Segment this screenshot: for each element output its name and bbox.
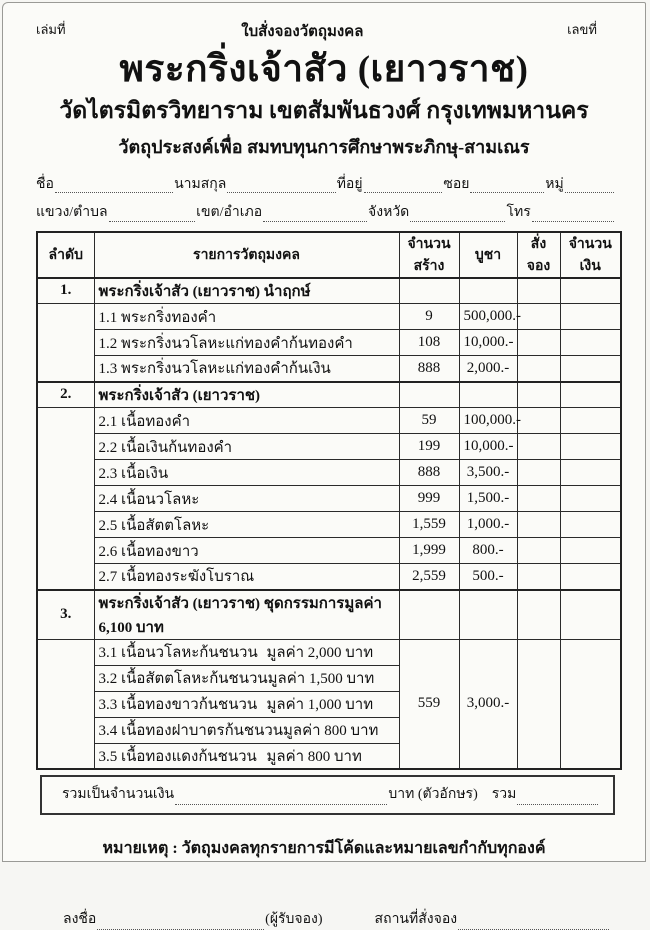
item-value: มูลค่า 800 บาท — [266, 748, 362, 765]
field-l1-label-1: นามสกุล — [174, 176, 227, 192]
table-row — [37, 460, 621, 486]
order-form-page — [2, 2, 646, 928]
field-l1-label-4: หมู่ — [545, 176, 564, 192]
table-row — [37, 304, 621, 330]
item-name: 3.4 เนื้อทองฝาบาตรก้นชนวน — [98, 723, 284, 740]
table-row — [37, 408, 621, 434]
section-number-span — [37, 408, 94, 590]
price-cell — [459, 590, 517, 640]
order-cell — [517, 382, 560, 408]
section-number: 1. — [37, 278, 94, 304]
price-cell: 3,000.- — [459, 639, 517, 769]
amount-cell — [560, 538, 621, 564]
price-cell: 100,000.- — [459, 408, 517, 434]
section-header-row — [37, 278, 621, 304]
field-l1-blank-1 — [227, 178, 335, 193]
note-line: หมายเหตุ : วัตถุมงคลทุกรายการมีโค้ดและหมายเลขกำกับทุกองค์ — [102, 840, 546, 858]
item-value: มูลค่า 2,000 บาท — [266, 645, 374, 662]
purpose-line: วัตถุประสงค์เพื่อ สมทบทุนการศึกษาพระภิกษุ-สามเณร — [118, 136, 530, 157]
item-name-cell: 2.6 เนื้อทองขาว — [94, 538, 399, 564]
field-l1-label-2: ที่อยู่ — [336, 176, 363, 192]
qty-cell — [399, 382, 459, 408]
amount-cell — [560, 408, 621, 434]
order-cell — [517, 434, 560, 460]
field-l2-label-3: โทร — [506, 205, 531, 221]
order-cell — [517, 278, 560, 304]
item-name-cell: 1.2 พระกริ่งนวโลหะแก่ทองคำก้นทองคำ — [94, 330, 399, 356]
doc-no-label: เลขที่ — [567, 22, 597, 37]
signature-blank — [97, 915, 264, 930]
qty-cell — [399, 590, 459, 640]
item-name-cell: 2.3 เนื้อเงิน — [94, 460, 399, 486]
price-cell: 2,000.- — [459, 356, 517, 382]
amount-cell — [560, 460, 621, 486]
price-cell: 800.- — [459, 538, 517, 564]
section-number-span — [37, 304, 94, 382]
item-name-cell: 2.5 เนื้อสัตตโลหะ — [94, 512, 399, 538]
amount-cell — [560, 434, 621, 460]
price-cell: 10,000.- — [459, 330, 517, 356]
amount-cell — [560, 356, 621, 382]
field-l1-blank-2 — [364, 178, 443, 193]
item-name: 3.2 เนื้อสัตตโลหะก้นชนวน — [98, 671, 268, 688]
qty-cell: 888 — [399, 460, 459, 486]
table-row — [37, 486, 621, 512]
price-cell: 1,500.- — [459, 486, 517, 512]
form-type-title: ใบสั่งจองวัตถุมงคล — [241, 24, 364, 40]
amount-cell — [560, 382, 621, 408]
col-header-1: รายการวัตถุมงคล — [94, 232, 399, 278]
qty-cell — [399, 278, 459, 304]
table-row — [37, 356, 621, 382]
col-header-4: สั่งจอง — [517, 232, 560, 278]
item-value: มูลค่า 1,500 บาท — [267, 671, 375, 688]
section-number-span — [37, 639, 94, 769]
temple-subtitle: วัดไตรมิตรวิทยาราม เขตสัมพันธวงศ์ กรุงเทพมหานคร — [59, 97, 589, 123]
qty-cell: 9 — [399, 304, 459, 330]
amount-cell — [560, 564, 621, 590]
order-cell — [517, 356, 560, 382]
field-l2-blank-2 — [410, 207, 505, 222]
price-cell: 10,000.- — [459, 434, 517, 460]
item-value: มูลค่า 1,000 บาท — [266, 697, 374, 714]
order-place-blank — [458, 915, 609, 930]
section-number: 3. — [37, 590, 94, 640]
qty-cell: 1,559 — [399, 512, 459, 538]
form-fields-line1 — [36, 176, 615, 194]
qty-cell: 1,999 — [399, 538, 459, 564]
section-title: พระกริ่งเจ้าสัว (เยาวราช) ชุดกรรมการมูลค่า 6,100 บาท — [94, 590, 399, 640]
amount-cell — [560, 278, 621, 304]
order-place-label: สถานที่สั่งจอง — [374, 912, 458, 928]
total-label: รวมเป็นจำนวนเงิน — [62, 787, 175, 803]
order-table — [36, 231, 622, 771]
item-name: 3.5 เนื้อทองแดงก้นชนวน — [98, 748, 257, 765]
sum-label: รวม — [491, 787, 517, 803]
order-cell — [517, 538, 560, 564]
field-l2-blank-1 — [263, 207, 367, 222]
item-name-cell: 2.2 เนื้อเงินก้นทองคำ — [94, 434, 399, 460]
table-row — [37, 538, 621, 564]
sign-label: ลงชื่อ — [63, 912, 97, 928]
field-l2-blank-3 — [532, 207, 614, 222]
col-header-0: ลำดับ — [37, 232, 94, 278]
order-cell — [517, 460, 560, 486]
table-row — [37, 434, 621, 460]
amount-cell — [560, 304, 621, 330]
amount-cell — [560, 590, 621, 640]
item-value: มูลค่า 800 บาท — [283, 723, 379, 740]
total-unit-label: บาท (ตัวอักษร) — [388, 787, 478, 803]
table-row — [37, 512, 621, 538]
field-l1-label-3: ซอย — [443, 176, 470, 192]
price-cell: 500.- — [459, 564, 517, 590]
qty-cell: 108 — [399, 330, 459, 356]
qty-cell: 59 — [399, 408, 459, 434]
price-cell: 1,000.- — [459, 512, 517, 538]
field-l1-blank-3 — [470, 178, 544, 193]
col-header-2: จำนวนสร้าง — [399, 232, 459, 278]
item-name: 3.3 เนื้อทองขาวก้นชนวน — [98, 697, 258, 714]
field-l2-label-1: เขต/อำเภอ — [196, 205, 263, 221]
amount-cell — [560, 330, 621, 356]
order-table-body — [37, 278, 621, 770]
item-name-cell: 2.1 เนื้อทองคำ — [94, 408, 399, 434]
page-title: พระกริ่งเจ้าสัว (เยาวราช) — [119, 49, 529, 90]
order-cell — [517, 330, 560, 356]
table-row — [37, 639, 621, 665]
section-title: พระกริ่งเจ้าสัว (เยาวราช) นำฤกษ์ — [94, 278, 399, 304]
item-name-cell: 2.7 เนื้อทองระฆังโบราณ — [94, 564, 399, 590]
section-title: พระกริ่งเจ้าสัว (เยาวราช) — [94, 382, 399, 408]
table-row — [37, 564, 621, 590]
col-header-5: จำนวนเงิน — [560, 232, 621, 278]
price-cell — [459, 278, 517, 304]
table-row — [37, 330, 621, 356]
amount-cell — [560, 639, 621, 769]
section-header-row — [37, 590, 621, 640]
qty-cell: 559 — [399, 639, 459, 769]
order-cell — [517, 564, 560, 590]
order-cell — [517, 639, 560, 769]
form-fields-line2 — [36, 204, 615, 222]
signature-line — [63, 908, 610, 930]
total-amount-box — [40, 775, 615, 815]
table-header-row — [37, 232, 621, 278]
item-name-cell — [94, 743, 399, 769]
field-l1-label-0: ชื่อ — [36, 176, 54, 192]
item-name: 3.1 เนื้อนวโลหะก้นชนวน — [98, 645, 258, 662]
order-cell — [517, 408, 560, 434]
item-name-cell: 2.4 เนื้อนวโลหะ — [94, 486, 399, 512]
item-name-cell: 1.3 พระกริ่งนวโลหะแก่ทองคำก้นเงิน — [94, 356, 399, 382]
field-l2-label-2: จังหวัด — [368, 205, 410, 221]
qty-cell: 999 — [399, 486, 459, 512]
field-l1-blank-0 — [55, 178, 173, 193]
section-header-row — [37, 382, 621, 408]
price-cell: 3,500.- — [459, 460, 517, 486]
order-cell — [517, 304, 560, 330]
top-row — [36, 19, 597, 43]
amount-cell — [560, 512, 621, 538]
qty-cell: 2,559 — [399, 564, 459, 590]
sum-blank — [517, 791, 598, 805]
item-name-cell: 1.1 พระกริ่งทองคำ — [94, 304, 399, 330]
field-l2-blank-0 — [109, 207, 196, 222]
order-cell — [517, 512, 560, 538]
total-amount-blank — [175, 791, 387, 805]
order-cell — [517, 590, 560, 640]
col-header-3: บูชา — [459, 232, 517, 278]
amount-cell — [560, 486, 621, 512]
field-l1-blank-4 — [565, 178, 614, 193]
item-name-cell — [94, 665, 399, 691]
price-cell — [459, 382, 517, 408]
section-number: 2. — [37, 382, 94, 408]
receiver-label: (ผู้รับจอง) — [265, 912, 323, 928]
order-cell — [517, 486, 560, 512]
price-cell: 500,000.- — [459, 304, 517, 330]
item-name-cell — [94, 639, 399, 665]
book-no-label: เล่มที่ — [36, 22, 66, 37]
item-name-cell — [94, 717, 399, 743]
item-name-cell — [94, 691, 399, 717]
qty-cell: 888 — [399, 356, 459, 382]
qty-cell: 199 — [399, 434, 459, 460]
field-l2-label-0: แขวง/ตำบล — [36, 205, 108, 221]
